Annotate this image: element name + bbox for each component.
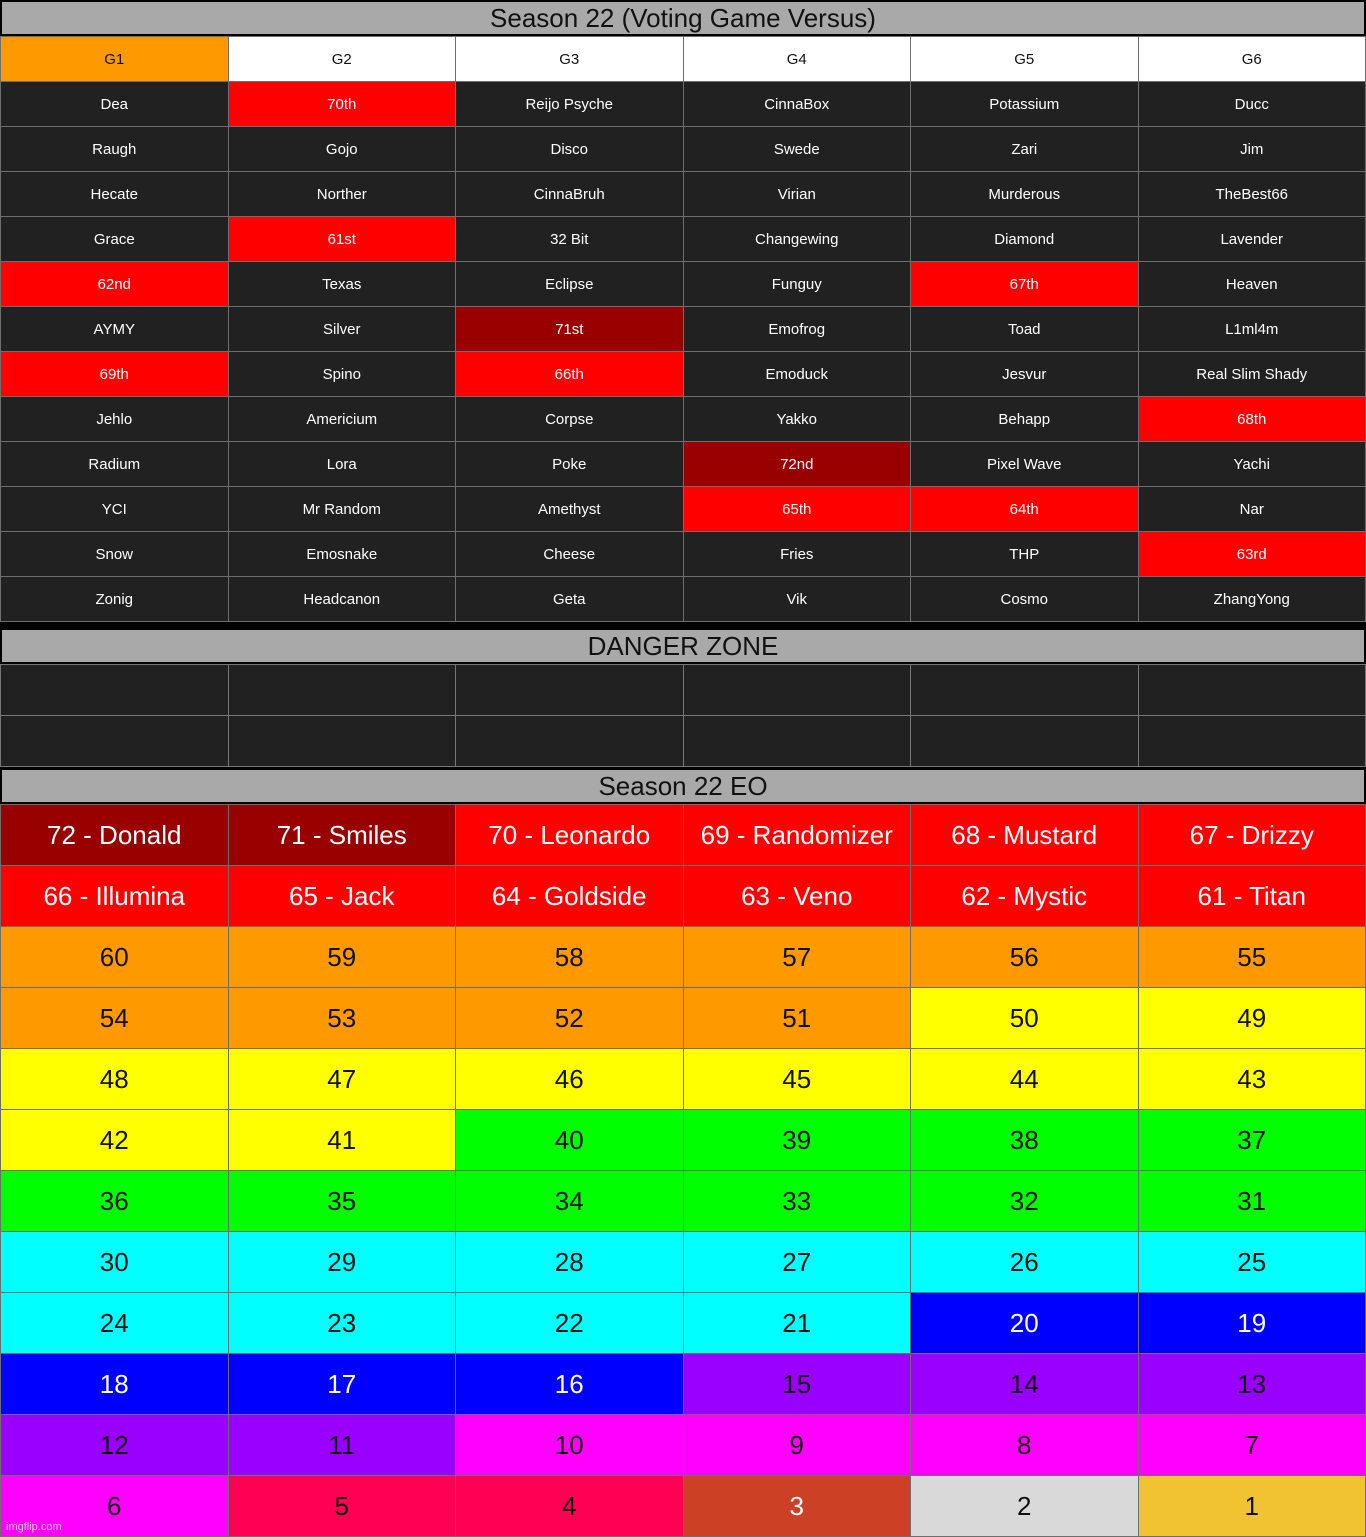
contestant-cell: 32 Bit xyxy=(456,217,684,262)
eo-rank-cell: 43 xyxy=(1138,1049,1366,1110)
contestant-cell: Real Slim Shady xyxy=(1138,352,1366,397)
contestant-cell: Toad xyxy=(911,307,1139,352)
eo-rank-cell: 54 xyxy=(1,988,229,1049)
placement-cell: 66th xyxy=(456,352,684,397)
danger-slot xyxy=(228,716,456,767)
eo-rank-cell: 15 xyxy=(683,1354,911,1415)
contestant-cell: Diamond xyxy=(911,217,1139,262)
eo-rank-cell: 2 xyxy=(911,1476,1139,1537)
eo-row xyxy=(1,988,1366,1049)
contestant-cell: Mr Random xyxy=(228,487,456,532)
eo-row xyxy=(1,1049,1366,1110)
eo-rank-cell: 6 xyxy=(1,1476,229,1537)
table-row xyxy=(1,262,1366,307)
eo-rank-cell: 17 xyxy=(228,1354,456,1415)
group-header-g6: G6 xyxy=(1138,37,1366,82)
danger-slot xyxy=(911,716,1139,767)
contestant-cell: Headcanon xyxy=(228,577,456,622)
eo-rank-cell: 19 xyxy=(1138,1293,1366,1354)
eo-rank-cell: 18 xyxy=(1,1354,229,1415)
contestant-cell: Geta xyxy=(456,577,684,622)
eo-row xyxy=(1,1232,1366,1293)
eo-rank-cell: 66 - Illumina xyxy=(1,866,229,927)
contestant-cell: Pixel Wave xyxy=(911,442,1139,487)
eo-rank-cell: 22 xyxy=(456,1293,684,1354)
eo-rank-cell: 10 xyxy=(456,1415,684,1476)
eo-rank-cell: 20 xyxy=(911,1293,1139,1354)
contestant-cell: Cheese xyxy=(456,532,684,577)
contestant-cell: Nar xyxy=(1138,487,1366,532)
eo-rank-cell: 68 - Mustard xyxy=(911,805,1139,866)
eo-rank-cell: 49 xyxy=(1138,988,1366,1049)
eo-row xyxy=(1,866,1366,927)
eo-rank-cell: 33 xyxy=(683,1171,911,1232)
contestant-cell: Corpse xyxy=(456,397,684,442)
eo-rank-cell: 44 xyxy=(911,1049,1139,1110)
contestant-cell: Emosnake xyxy=(228,532,456,577)
eo-rank-cell: 36 xyxy=(1,1171,229,1232)
eo-rank-cell: 5 xyxy=(228,1476,456,1537)
group-header-g2: G2 xyxy=(228,37,456,82)
danger-slot xyxy=(911,665,1139,716)
table-row xyxy=(1,127,1366,172)
contestant-cell: Potassium xyxy=(911,82,1139,127)
contestant-cell: Radium xyxy=(1,442,229,487)
eo-rank-cell: 30 xyxy=(1,1232,229,1293)
eo-rank-cell: 41 xyxy=(228,1110,456,1171)
eo-rank-cell: 3 xyxy=(683,1476,911,1537)
contestant-cell: CinnaBruh xyxy=(456,172,684,217)
contestant-cell: Americium xyxy=(228,397,456,442)
table-row xyxy=(1,307,1366,352)
eo-rank-cell: 14 xyxy=(911,1354,1139,1415)
contestant-cell: Emoduck xyxy=(683,352,911,397)
danger-slot xyxy=(456,716,684,767)
eo-row xyxy=(1,1110,1366,1171)
watermark: imgflip.com xyxy=(6,1521,62,1533)
contestant-cell: Grace xyxy=(1,217,229,262)
table-row xyxy=(1,397,1366,442)
eo-rank-cell: 25 xyxy=(1138,1232,1366,1293)
eo-rank-cell: 48 xyxy=(1,1049,229,1110)
table-row xyxy=(1,172,1366,217)
eo-rank-cell: 37 xyxy=(1138,1110,1366,1171)
eo-rank-cell: 34 xyxy=(456,1171,684,1232)
eo-rank-cell: 39 xyxy=(683,1110,911,1171)
eo-rank-cell: 50 xyxy=(911,988,1139,1049)
contestant-cell: Funguy xyxy=(683,262,911,307)
eo-rank-cell: 45 xyxy=(683,1049,911,1110)
contestant-cell: Spino xyxy=(228,352,456,397)
eo-rank-cell: 58 xyxy=(456,927,684,988)
eo-rank-cell: 70 - Leonardo xyxy=(456,805,684,866)
contestant-cell: YCI xyxy=(1,487,229,532)
placement-cell: 61st xyxy=(228,217,456,262)
eo-rank-cell: 40 xyxy=(456,1110,684,1171)
contestant-cell: TheBest66 xyxy=(1138,172,1366,217)
contestant-cell: Swede xyxy=(683,127,911,172)
eo-rank-cell: 38 xyxy=(911,1110,1139,1171)
eo-rank-cell: 35 xyxy=(228,1171,456,1232)
eo-rank-cell: 59 xyxy=(228,927,456,988)
contestant-cell: Ducc xyxy=(1138,82,1366,127)
eo-rank-cell: 51 xyxy=(683,988,911,1049)
table-row xyxy=(1,442,1366,487)
group-header-g4: G4 xyxy=(683,37,911,82)
danger-slot xyxy=(683,665,911,716)
eo-rank-cell: 55 xyxy=(1138,927,1366,988)
placement-cell: 68th xyxy=(1138,397,1366,442)
eo-rank-cell: 72 - Donald xyxy=(1,805,229,866)
page-title: Season 22 (Voting Game Versus) xyxy=(0,0,1366,36)
eo-row xyxy=(1,1476,1366,1537)
danger-slot xyxy=(228,665,456,716)
eo-rank-cell: 60 xyxy=(1,927,229,988)
contestant-cell: Poke xyxy=(456,442,684,487)
eo-rank-cell: 42 xyxy=(1,1110,229,1171)
contestant-cell: Hecate xyxy=(1,172,229,217)
placement-cell: 64th xyxy=(911,487,1139,532)
contestant-cell: Disco xyxy=(456,127,684,172)
table-row xyxy=(1,577,1366,622)
contestant-cell: Norther xyxy=(228,172,456,217)
danger-slot xyxy=(1,665,229,716)
eo-rank-cell: 8 xyxy=(911,1415,1139,1476)
eo-rank-cell: 9 xyxy=(683,1415,911,1476)
danger-row xyxy=(1,665,1366,716)
eo-rank-cell: 61 - Titan xyxy=(1138,866,1366,927)
placement-cell: 71st xyxy=(456,307,684,352)
eo-rank-cell: 27 xyxy=(683,1232,911,1293)
contestant-cell: Yakko xyxy=(683,397,911,442)
table-row xyxy=(1,82,1366,127)
contestant-cell: CinnaBox xyxy=(683,82,911,127)
contestant-cell: Vik xyxy=(683,577,911,622)
danger-slot xyxy=(1138,665,1366,716)
danger-slot xyxy=(456,665,684,716)
eo-rank-cell: 4 xyxy=(456,1476,684,1537)
eo-rank-cell: 53 xyxy=(228,988,456,1049)
placement-cell: 67th xyxy=(911,262,1139,307)
eo-rank-cell: 31 xyxy=(1138,1171,1366,1232)
eo-rank-cell: 71 - Smiles xyxy=(228,805,456,866)
eo-row xyxy=(1,1415,1366,1476)
group-header-g5: G5 xyxy=(911,37,1139,82)
eo-rank-cell: 32 xyxy=(911,1171,1139,1232)
placement-cell: 63rd xyxy=(1138,532,1366,577)
placement-cell: 72nd xyxy=(683,442,911,487)
eo-rank-cell: 29 xyxy=(228,1232,456,1293)
eo-rank-cell: 62 - Mystic xyxy=(911,866,1139,927)
contestant-cell: Murderous xyxy=(911,172,1139,217)
placement-cell: 62nd xyxy=(1,262,229,307)
table-row xyxy=(1,217,1366,262)
eo-rank-cell: 69 - Randomizer xyxy=(683,805,911,866)
contestant-cell: Silver xyxy=(228,307,456,352)
placement-cell: 69th xyxy=(1,352,229,397)
eo-row xyxy=(1,1171,1366,1232)
contestant-cell: Snow xyxy=(1,532,229,577)
contestant-cell: AYMY xyxy=(1,307,229,352)
eo-rank-cell: 63 - Veno xyxy=(683,866,911,927)
contestant-cell: Yachi xyxy=(1138,442,1366,487)
eo-row xyxy=(1,805,1366,866)
table-row xyxy=(1,487,1366,532)
contestant-cell: THP xyxy=(911,532,1139,577)
contestant-cell: Gojo xyxy=(228,127,456,172)
contestant-cell: Cosmo xyxy=(911,577,1139,622)
eo-rank-cell: 23 xyxy=(228,1293,456,1354)
eo-rank-cell: 64 - Goldside xyxy=(456,866,684,927)
danger-zone-title: DANGER ZONE xyxy=(0,628,1366,664)
contestant-cell: Virian xyxy=(683,172,911,217)
eo-rank-cell: 47 xyxy=(228,1049,456,1110)
danger-slot xyxy=(1138,716,1366,767)
eo-rank-cell: 67 - Drizzy xyxy=(1138,805,1366,866)
eo-rank-cell: 12 xyxy=(1,1415,229,1476)
eo-row xyxy=(1,1354,1366,1415)
contestant-cell: Amethyst xyxy=(456,487,684,532)
contestant-cell: Jehlo xyxy=(1,397,229,442)
contestant-cell: Emofrog xyxy=(683,307,911,352)
contestant-cell: Eclipse xyxy=(456,262,684,307)
eo-rank-cell: 26 xyxy=(911,1232,1139,1293)
contestant-cell: Dea xyxy=(1,82,229,127)
contestant-cell: Reijo Psyche xyxy=(456,82,684,127)
eo-rank-cell: 28 xyxy=(456,1232,684,1293)
eo-title: Season 22 EO xyxy=(0,768,1366,804)
contestant-cell: Jesvur xyxy=(911,352,1139,397)
eo-rank-cell: 56 xyxy=(911,927,1139,988)
contestant-cell: Changewing xyxy=(683,217,911,262)
eo-row xyxy=(1,927,1366,988)
contestant-cell: Zonig xyxy=(1,577,229,622)
contestant-cell: Heaven xyxy=(1138,262,1366,307)
contestant-cell: Fries xyxy=(683,532,911,577)
group-header-g3: G3 xyxy=(456,37,684,82)
contestant-cell: Lavender xyxy=(1138,217,1366,262)
table-row xyxy=(1,352,1366,397)
danger-slot xyxy=(1,716,229,767)
group-header-row xyxy=(1,37,1366,82)
danger-row xyxy=(1,716,1366,767)
contestant-cell: L1ml4m xyxy=(1138,307,1366,352)
eo-table xyxy=(0,804,1366,1537)
eo-rank-cell: 24 xyxy=(1,1293,229,1354)
eo-rank-cell: 7 xyxy=(1138,1415,1366,1476)
eo-rank-cell: 1 xyxy=(1138,1476,1366,1537)
contestant-cell: Behapp xyxy=(911,397,1139,442)
eo-rank-cell: 65 - Jack xyxy=(228,866,456,927)
contestant-cell: Texas xyxy=(228,262,456,307)
placement-cell: 65th xyxy=(683,487,911,532)
contestant-cell: Lora xyxy=(228,442,456,487)
contestant-cell: Raugh xyxy=(1,127,229,172)
groups-table xyxy=(0,36,1366,622)
placement-cell: 70th xyxy=(228,82,456,127)
table-row xyxy=(1,532,1366,577)
group-header-g1: G1 xyxy=(1,37,229,82)
contestant-cell: ZhangYong xyxy=(1138,577,1366,622)
eo-rank-cell: 11 xyxy=(228,1415,456,1476)
eo-rank-cell: 21 xyxy=(683,1293,911,1354)
eo-rank-cell: 57 xyxy=(683,927,911,988)
danger-zone-table xyxy=(0,664,1366,767)
eo-rank-cell: 52 xyxy=(456,988,684,1049)
eo-rank-cell: 16 xyxy=(456,1354,684,1415)
contestant-cell: Jim xyxy=(1138,127,1366,172)
eo-rank-cell: 46 xyxy=(456,1049,684,1110)
eo-rank-cell: 13 xyxy=(1138,1354,1366,1415)
danger-slot xyxy=(683,716,911,767)
contestant-cell: Zari xyxy=(911,127,1139,172)
eo-row xyxy=(1,1293,1366,1354)
